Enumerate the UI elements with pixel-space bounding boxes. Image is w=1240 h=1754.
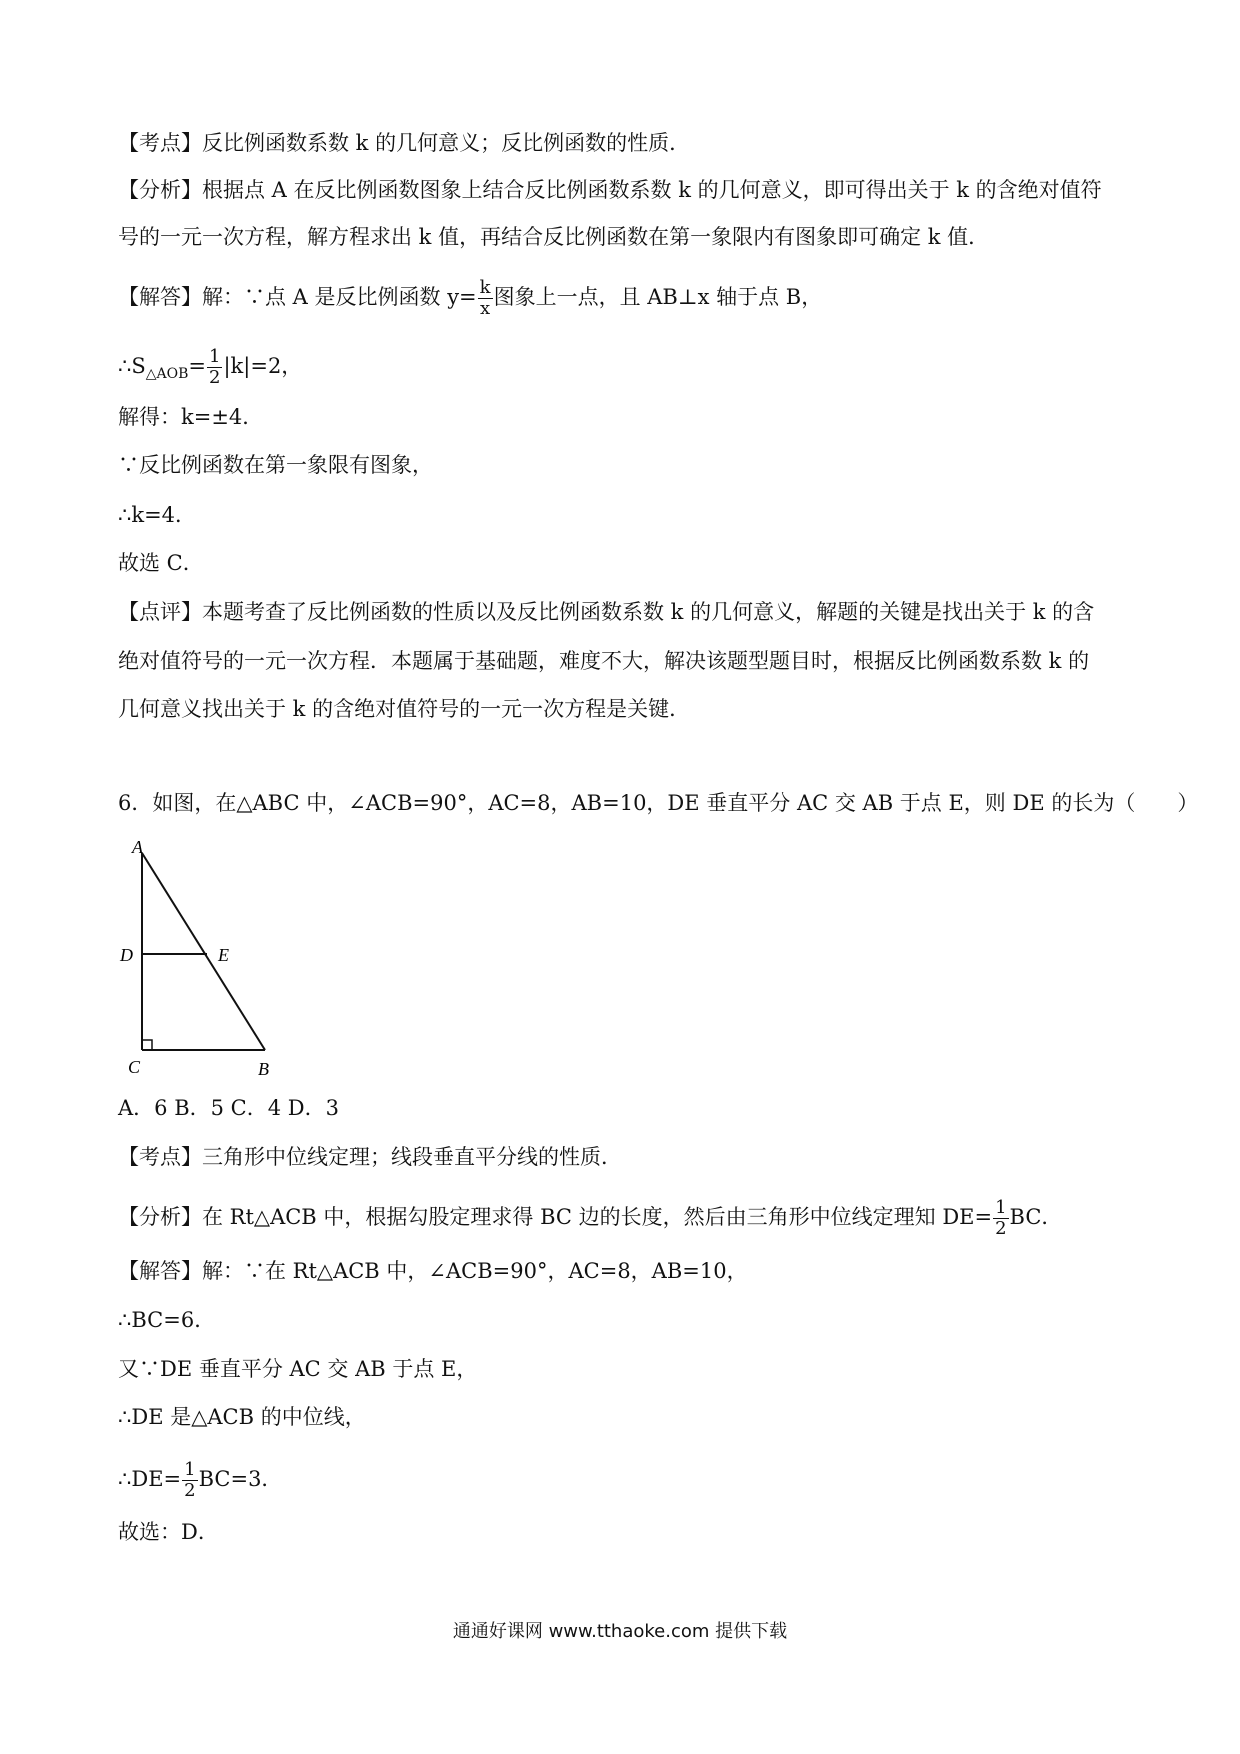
label-b: B xyxy=(258,1059,269,1079)
s1-jieda xyxy=(118,278,822,319)
s1-jieda-suffix: 图象上一点，且 AB⊥x 轴于点 B， xyxy=(493,285,823,309)
fraction-k-over-x: $\frac{k}{x}$ xyxy=(479,277,491,319)
q6-jieda: 【解答】解：∵在 Rt△ACB 中，∠ACB=90°，AC=8，AB=10， xyxy=(118,1259,748,1283)
s1-dianping-line3: 几何意义找出关于 k 的含绝对值符号的一元一次方程是关键． xyxy=(118,697,691,721)
fraction-one-half: $\frac{1}{2}$ xyxy=(995,1197,1007,1239)
s1-jieda-prefix: 【解答】解：∵点 A 是反比例函数 y= xyxy=(118,285,477,309)
fraction-one-half: $\frac{1}{2}$ xyxy=(184,1459,196,1501)
q6-midline: ∴DE 是△ACB 的中位线， xyxy=(118,1405,366,1429)
q6-again: 又∵DE 垂直平分 AC 交 AB 于点 E， xyxy=(118,1357,478,1381)
s1-area-equation: $\therefore S_{\triangle AOB}=$ $\frac{1}{2}$ |k|=2， xyxy=(118,346,303,388)
label-d: D xyxy=(120,945,133,965)
label-c: C xyxy=(128,1057,141,1077)
q6-de-equation: ∴DE= $\frac{1}{2}$ BC=3． xyxy=(118,1459,283,1501)
s1-because: ∵反比例函数在第一象限有图象， xyxy=(118,453,433,477)
q6-bc: ∴BC=6． xyxy=(118,1308,216,1332)
page-footer: 通通好课网 www.tthaoke.com 提供下载 xyxy=(452,1621,788,1642)
s1-kaodian: 【考点】反比例函数系数 k 的几何意义；反比例函数的性质． xyxy=(118,131,691,155)
q6-kaodian: 【考点】三角形中位线定理；线段垂直平分线的性质． xyxy=(118,1145,622,1169)
triangle-aob-subscript: △AOB xyxy=(145,366,189,383)
s1-dianping-line1: 【点评】本题考查了反比例函数的性质以及反比例函数系数 k 的几何意义，解题的关键是找出关于 k 的含 xyxy=(118,600,1095,624)
s1-jiede: 解得：k=±4． xyxy=(118,405,264,429)
label-a: A xyxy=(132,837,143,857)
s1-dianping-line2: 绝对值符号的一元一次方程．本题属于基础题，难度不大，解决该题型题目时，根据反比例函数系数 k 的 xyxy=(118,649,1090,673)
segment-ab xyxy=(142,853,265,1050)
fraction-one-half: $\frac{1}{2}$ xyxy=(209,346,221,388)
q6-stem: 6．如图，在△ABC 中，∠ACB=90°，AC=8，AB=10，DE 垂直平分 AC 交 AB 于点 E，则 DE 的长为（ ） xyxy=(118,791,1199,815)
s1-choice: 故选 C． xyxy=(118,551,204,575)
q6-fenxi: 【分析】在 Rt△ACB 中，根据勾股定理求得 BC 边的长度，然后由三角形中位线定理知 DE= $\frac{1}{2}$ BC． xyxy=(118,1197,1063,1239)
q6-choice: 故选：D． xyxy=(118,1520,219,1544)
triangle-abc-figure xyxy=(110,835,285,1085)
label-e: E xyxy=(218,945,229,965)
s1-therefore: ∴k=4． xyxy=(118,503,197,527)
q6-options: A．6 B．5 C．4 D．3 xyxy=(118,1096,339,1120)
s1-fenxi-line1: 【分析】根据点 A 在反比例函数图象上结合反比例函数系数 k 的几何意义，即可得出关于 k 的含绝对值符 xyxy=(118,178,1102,202)
right-angle-mark xyxy=(142,1040,152,1050)
s1-fenxi-line2: 号的一元一次方程，解方程求出 k 值，再结合反比例函数在第一象限内有图象即可确定 k 值． xyxy=(118,225,990,249)
